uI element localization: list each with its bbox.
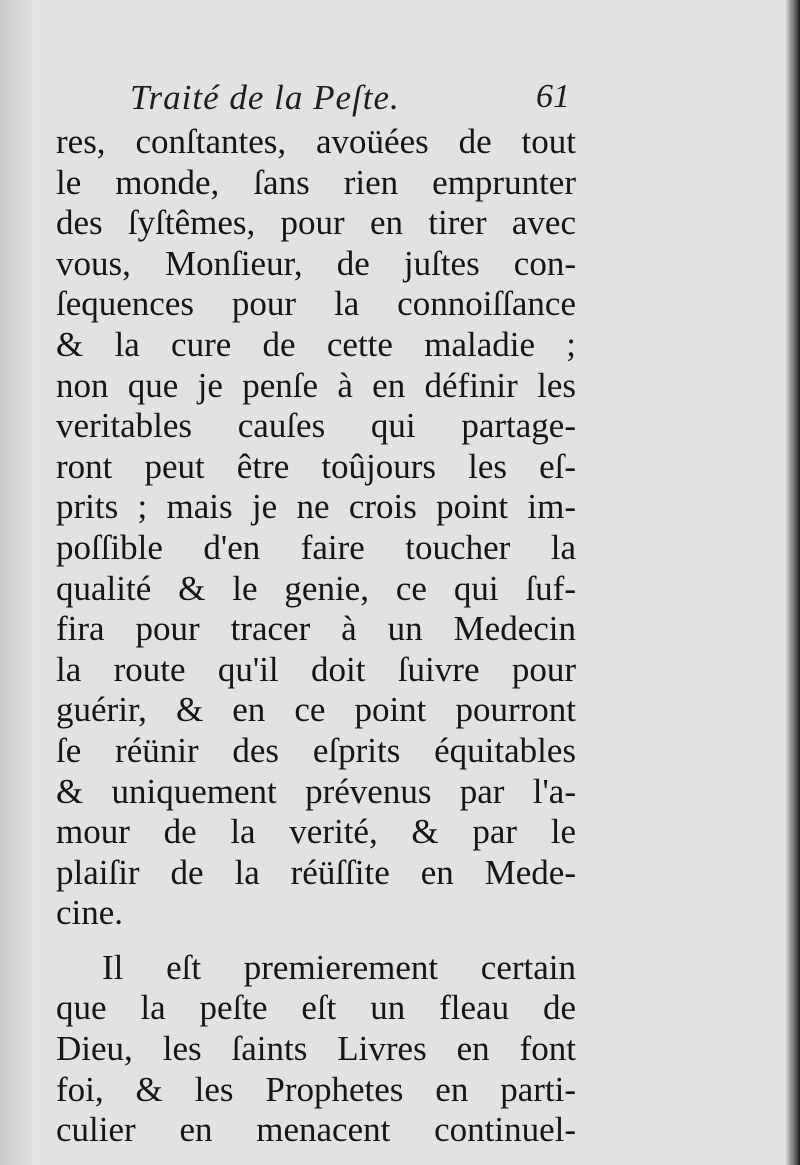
paragraph bbox=[56, 948, 576, 1151]
text-line: mour de la verité, & par le bbox=[56, 812, 576, 852]
text-line: & uniquement prévenus par l'a- bbox=[56, 771, 576, 811]
text-line: des ſyſtêmes, pour en tirer avec bbox=[56, 203, 576, 243]
text-line: fira pour tracer à un Medecin bbox=[56, 609, 576, 649]
text-line: Il eſt premierement certain bbox=[102, 947, 576, 987]
text-line: ſe réünir des eſprits équitables bbox=[56, 730, 576, 770]
text-line: Dieu, les ſaints Livres en font bbox=[56, 1029, 576, 1069]
text-line: prits ; mais je ne crois point im- bbox=[56, 487, 576, 527]
text-line: guérir, & en ce point pourront bbox=[56, 690, 576, 730]
text-line: veritables cauſes qui partage- bbox=[56, 406, 576, 446]
page-number: 61 bbox=[536, 78, 570, 115]
text-line: que la peſte eſt un fleau de bbox=[56, 988, 576, 1028]
text-line: culier en menacent continuel- bbox=[56, 1110, 576, 1150]
text-line: & la cure de cette maladie ; bbox=[56, 324, 576, 364]
text-line: cine. bbox=[56, 893, 124, 933]
text-line: foi, & les Prophetes en parti- bbox=[56, 1069, 576, 1109]
text-line: le monde, ſans rien emprunter bbox=[56, 162, 576, 202]
text-line: la route qu'il doit ſuivre pour bbox=[56, 649, 576, 689]
text-line: poſſible d'en faire toucher la bbox=[56, 527, 576, 567]
paragraph bbox=[56, 122, 576, 934]
body-text bbox=[56, 122, 576, 1151]
text-line: res, conſtantes, avoüées de tout bbox=[56, 122, 576, 161]
gutter-shading bbox=[0, 0, 34, 1165]
text-line: vous, Monſieur, de juſtes con- bbox=[56, 243, 576, 283]
text-line: qualité & le genie, ce qui ſuf- bbox=[56, 568, 576, 608]
text-line: non que je penſe à en définir les bbox=[56, 365, 576, 405]
text-line: plaiſir de la réüſſite en Mede- bbox=[56, 852, 576, 892]
text-line: ſequences pour la connoiſſance bbox=[56, 284, 576, 324]
text-line: ront peut être toûjours les eſ- bbox=[56, 446, 576, 486]
page-header bbox=[130, 78, 570, 122]
page-edge-shadow bbox=[786, 0, 800, 1165]
running-title: Traité de la Peſte. bbox=[130, 78, 400, 117]
